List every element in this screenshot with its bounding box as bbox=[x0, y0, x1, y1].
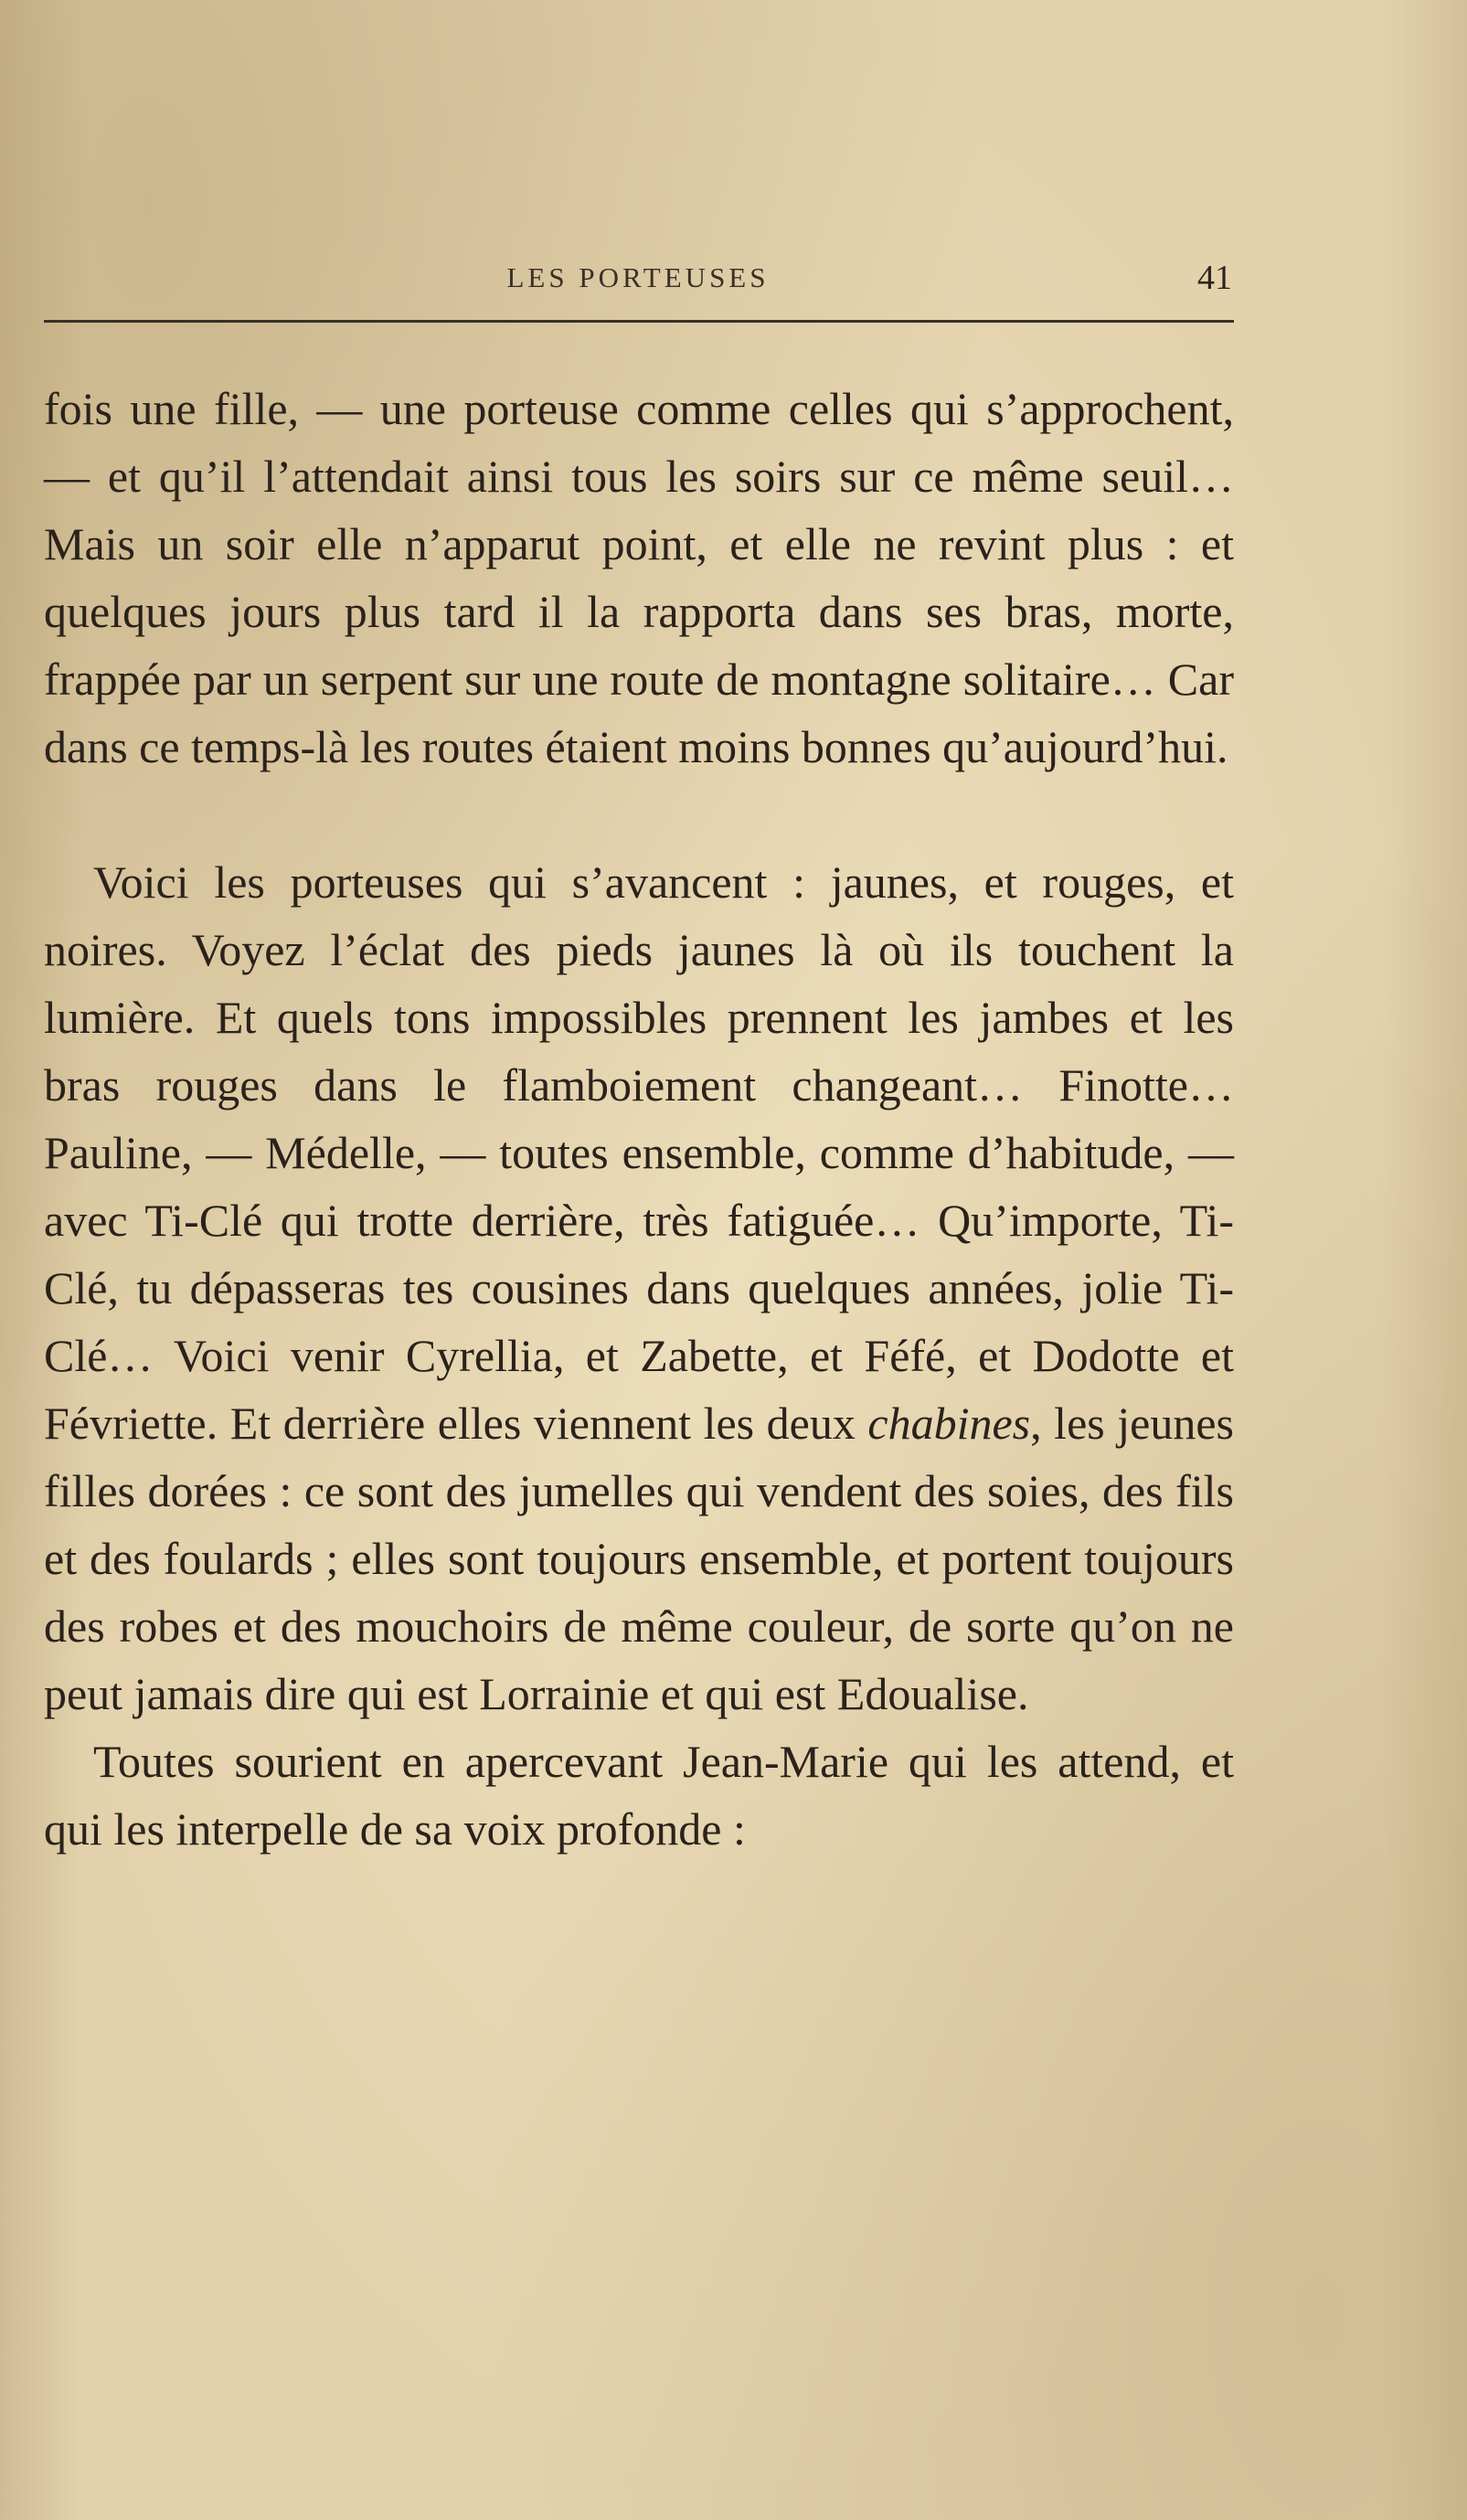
italic-word-chabines: chabines bbox=[867, 1398, 1031, 1449]
paragraph-text-b: , les jeunes filles dorées : ce sont des jumelles qui vendent des soies, des fils et des foulards ; elles sont toujours ensemble, et portent toujours des robes et des mouchoirs de même couleur, de sorte qu’on ne peut jamais dire qui est Lorrainie et qui est Edoualise. bbox=[44, 1398, 1235, 1719]
running-head bbox=[44, 261, 1232, 302]
body-text bbox=[44, 375, 1234, 1863]
paragraph-jean-marie: Toutes sourient en apercevant Jean-Marie qui les attend, et qui les interpelle de sa voix profonde : bbox=[44, 1736, 1234, 1855]
header-rule bbox=[44, 320, 1234, 323]
running-title: LES PORTEUSES bbox=[506, 261, 770, 293]
page-number: 41 bbox=[1197, 259, 1232, 297]
paragraph-text-a: Voici les porteuses qui s’avancent : jaunes, et rouges, et noires. Voyez l’éclat des pieds jaunes là où ils touchent la lumière. Et quels tons impossibles prennent les jambes et les bras rouges dans le flamboiement changeant… Finotte… Pauline, — Médelle, — toutes ensemble, comme d’habitude, — avec Ti-Clé qui trotte derrière, très fatiguée… Qu’importe, Ti-Clé, tu dépasseras tes cousines dans quelques années, jolie Ti-Clé… Voici venir Cyrellia, et Zabette, et Féfé, et Dodotte et Févriette. Et derrière elles viennent les deux bbox=[44, 856, 1234, 1449]
paragraph-continued: fois une fille, — une porteuse comme celles qui s’approchent, — et qu’il l’attendait ainsi tous les soirs sur ce même seuil… Mais un soir elle n’apparut point, et elle ne revint plus : et quelques jours plus tard il la rapporta dans ses bras, morte, frappée par un serpent sur une route de montagne solitaire… Car dans ce temps-là les routes étaient moins bonnes qu’aujourd’hui. bbox=[44, 383, 1234, 772]
paragraph-porteuses bbox=[44, 848, 1234, 1728]
